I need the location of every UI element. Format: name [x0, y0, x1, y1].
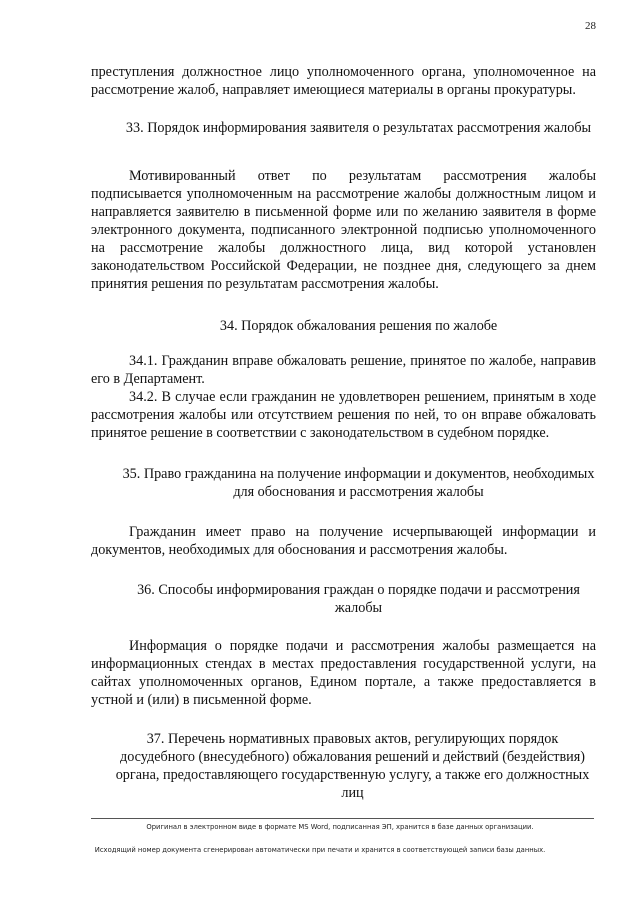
- section-34-2-paragraph: 34.2. В случае если гражданин не удовлетворен решением, принятым в ходе рассмотрения жалобы или отсутствием решения по ней, то он вправе обжаловать принятое решение в соответствии с законодательством в судебном порядке.: [91, 389, 596, 441]
- document-body: [91, 63, 596, 802]
- section-34-heading: 34. Порядок обжалования решения по жалобе: [219, 318, 498, 334]
- page-number: 28: [585, 20, 596, 32]
- section-33-heading: 33. Порядок информирования заявителя о результатах рассмотрения жалобы: [125, 120, 592, 136]
- footer-divider: [91, 818, 594, 819]
- section-36-paragraph: Информация о порядке подачи и рассмотрения жалобы размещается на информационных стендах в местах предоставления государственной услуги, на сайтах уполномоченных органов, Едином портале, а также предоставляется в устной и (или) в письменной форме.: [91, 638, 596, 708]
- section-35-paragraph: Гражданин имеет право на получение исчерпывающей информации и документов, необходимых для обоснования и рассмотрения жалобы.: [91, 524, 596, 558]
- intro-paragraph: преступления должностное лицо уполномоченного органа, уполномоченное на рассмотрение жалоб, направляет имеющиеся материалы в органы прокуратуры.: [91, 64, 596, 98]
- section-35-heading: 35. Право гражданина на получение информации и документов, необходимых для обоснования и рассмотрения жалобы: [122, 466, 595, 500]
- section-34-1-paragraph: 34.1. Гражданин вправе обжаловать решение, принятое по жалобе, направив его в Департамент.: [91, 353, 596, 387]
- section-37-heading: 37. Перечень нормативных правовых актов, регулирующих порядок досудебного (внесудебного) обжалования решений и действий (бездействия) органа, предоставляющего государственную услугу, а также его должностных лиц: [115, 731, 590, 801]
- section-33-paragraph: Мотивированный ответ по результатам рассмотрения жалобы подписывается уполномоченным на рассмотрение жалобы должностным лицом и направляется заявителю в письменной форме или по желанию заявителя в форме электронного документа, подписанного электронной подписью уполномоченного на рассмотрение жалобы должностного лица, вид которой установлен законодательством Российской Федерации, не позднее дня, следующего за днем принятия решения по результатам рассмотрения жалобы.: [91, 168, 596, 292]
- footer-note-number: Исходящий номер документа сгенерирован автоматически при печати и хранится в соответствующей записи базы данных.: [94, 846, 546, 854]
- section-36-heading: 36. Способы информирования граждан о порядке подачи и рассмотрения жалобы: [137, 582, 580, 616]
- footer-note-original: Оригинал в электронном виде в формате MS Word, подписанная ЭП, хранится в базе данных организации.: [146, 823, 534, 831]
